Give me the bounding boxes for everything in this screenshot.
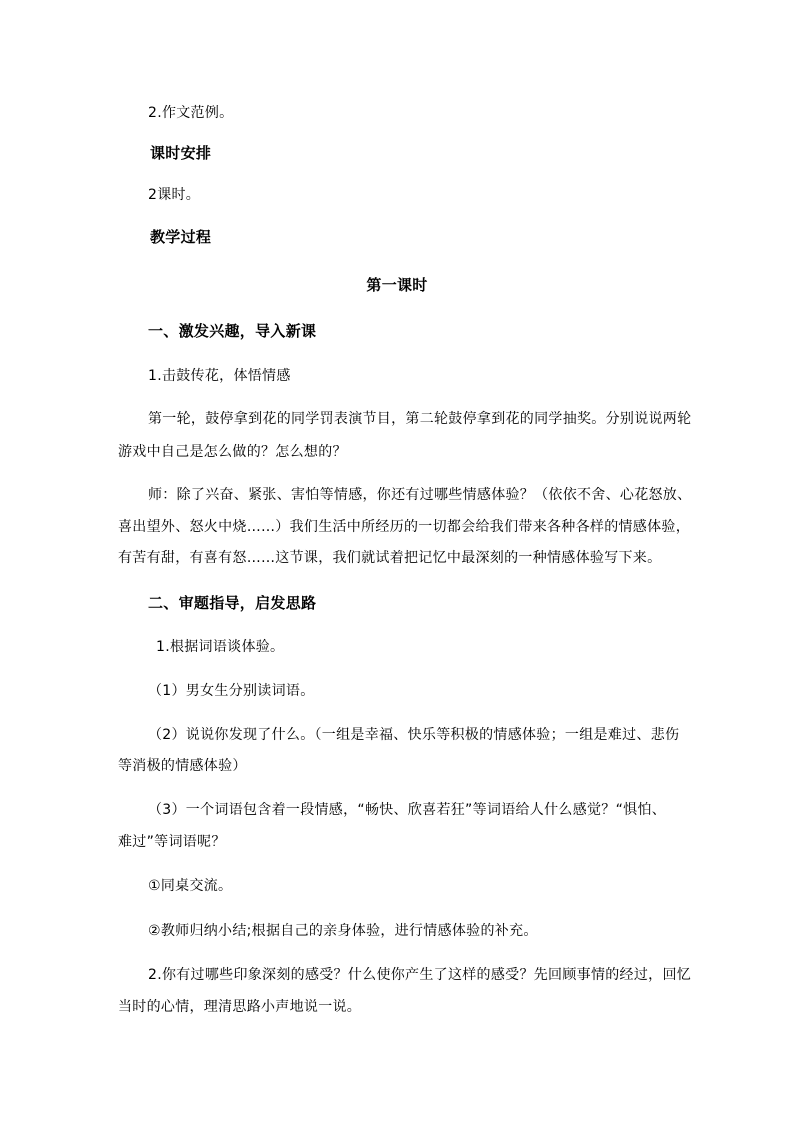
paragraph-2-line-1: 师：除了兴奋、紧张、害怕等情感，你还有过哪些情感体验？（依依不舍、心花怒放、: [148, 487, 692, 503]
section-2-item-2-line-1: 2.你有过哪些印象深刻的感受？什么使你产生了这样的感受？先回顾事情的经过，回忆: [148, 967, 692, 983]
paragraph-2-line-3: 有苦有甜，有喜有怒……这节课，我们就试着把记忆中最深刻的一种情感体验写下来。: [118, 550, 662, 566]
paragraph-2-line-2: 喜出望外、怒火中烧……）我们生活中所经历的一切都会给我们带来各种各样的情感体验，: [118, 519, 690, 535]
lesson-title: 第一课时: [366, 276, 428, 294]
circled-item-2: ②教师归纳小结;根据自己的亲身体验，进行情感体验的补充。: [148, 923, 538, 939]
paragraph-1-line-2: 游戏中自己是怎么做的？怎么想的？: [118, 444, 347, 460]
circled-item-1: ①同桌交流。: [148, 878, 233, 894]
section-2-heading: 二、审题指导，启发思路: [148, 594, 317, 612]
section-1-item-1: 1.击鼓传花，体悟情感: [148, 368, 291, 384]
sub-item-1: （1）男女生分别读词语。: [148, 683, 315, 699]
section-2-item-1: 1.根据词语谈体验。: [156, 639, 285, 655]
section-2-item-2-line-2: 当时的心情，理清思路小声地说一说。: [118, 999, 362, 1015]
materials-item-2: 2.作文范例。: [148, 105, 234, 121]
sub-item-3-line-1: （3）一个词语包含着一段情感，“畅快、欣喜若狂”等词语给人什么感觉？“惧怕、: [148, 802, 667, 818]
schedule-heading: 课时安排: [150, 144, 212, 162]
paragraph-1-line-1: 第一轮，鼓停拿到花的同学罚表演节目，第二轮鼓停拿到花的同学抽奖。分别说说两轮: [148, 411, 692, 427]
section-1-heading: 一、激发兴趣，导入新课: [148, 322, 317, 340]
sub-item-2-line-1: （2）说说你发现了什么。（一组是幸福、快乐等积极的情感体验；一组是难过、悲伤: [148, 727, 680, 743]
sub-item-3-line-2: 难过”等词语呢？: [118, 834, 226, 850]
process-heading: 教学过程: [150, 228, 212, 246]
schedule-text: 2课时。: [148, 187, 201, 203]
sub-item-2-line-2: 等消极的情感体验）: [118, 758, 247, 774]
